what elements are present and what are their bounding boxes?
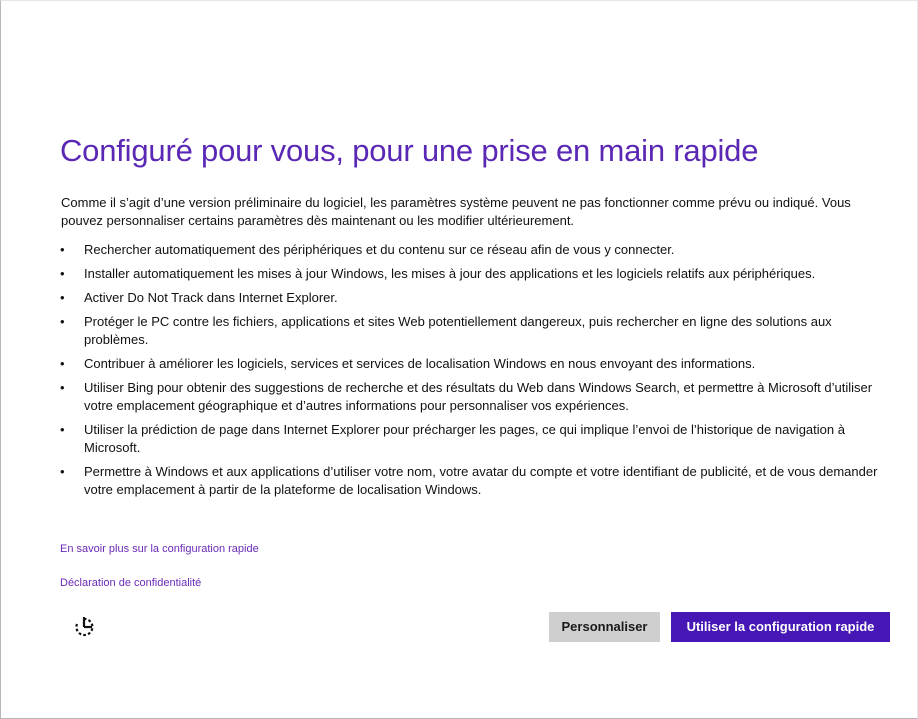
- bullet-dot: •: [60, 380, 65, 395]
- list-item: [60, 379, 890, 415]
- list-item-text: Permettre à Windows et aux applications d’utiliser votre nom, votre avatar du compte et votre identifiant de publicité, et de vous demander votre emplacement à partir de la plateforme de localisation Windows.: [84, 464, 878, 497]
- list-item-text: Protéger le PC contre les fichiers, applications et sites Web potentiellement dangereux, puis rechercher en ligne des solutions aux problèmes.: [84, 314, 832, 347]
- settings-list: [60, 241, 890, 505]
- bullet-dot: •: [60, 356, 65, 371]
- list-item-text: Utiliser la prédiction de page dans Internet Explorer pour précharger les pages, ce qui implique l’envoi de l’historique de navigation à Microsoft.: [84, 422, 845, 455]
- intro-text: Comme il s’agit d’une version préliminaire du logiciel, les paramètres système peuvent ne pas fonctionner comme prévu ou indiqué. Vous pouvez personnaliser certains paramètres dès maintenant ou les modifier ultérieurement.: [61, 195, 851, 228]
- list-item: [60, 241, 890, 259]
- customize-button[interactable]: Personnaliser: [549, 612, 660, 642]
- list-item: [60, 265, 890, 283]
- list-item-text: Contribuer à améliorer les logiciels, services et services de localisation Windows en nous envoyant des informations.: [84, 356, 756, 371]
- page-title: Configuré pour vous, pour une prise en main rapide: [60, 133, 759, 168]
- list-item-text: Installer automatiquement les mises à jour Windows, les mises à jour des applications et les logiciels relatifs aux périphériques.: [84, 266, 816, 281]
- ease-of-access-icon[interactable]: [72, 615, 96, 639]
- bullet-dot: •: [60, 464, 65, 479]
- list-item-text: Activer Do Not Track dans Internet Explorer.: [84, 290, 338, 305]
- list-item: [60, 355, 890, 373]
- express-settings-button[interactable]: Utiliser la configuration rapide: [671, 612, 890, 642]
- bullet-dot: •: [60, 422, 65, 437]
- learn-more-link[interactable]: En savoir plus sur la configuration rapide: [60, 543, 259, 555]
- privacy-statement-link[interactable]: Déclaration de confidentialité: [60, 577, 202, 589]
- list-item: [60, 313, 890, 349]
- bullet-dot: •: [60, 290, 65, 305]
- bullet-dot: •: [60, 242, 65, 257]
- list-item-text: Rechercher automatiquement des périphériques et du contenu sur ce réseau afin de vous y connecter.: [84, 242, 675, 257]
- bullet-dot: •: [60, 266, 65, 281]
- list-item: [60, 463, 890, 499]
- list-item: [60, 421, 890, 457]
- ease-of-access-glyph: [72, 615, 96, 639]
- list-item: [60, 289, 890, 307]
- list-item-text: Utiliser Bing pour obtenir des suggestions de recherche et des résultats du Web dans Windows Search, et permettre à Microsoft d’utiliser votre emplacement géographique et d’autres informations pour personnaliser vos expériences.: [84, 380, 873, 413]
- bullet-dot: •: [60, 314, 65, 329]
